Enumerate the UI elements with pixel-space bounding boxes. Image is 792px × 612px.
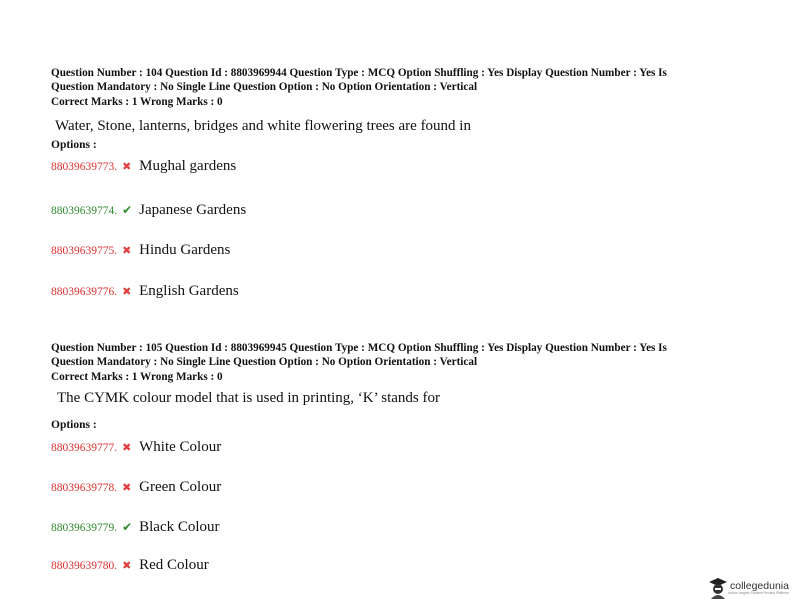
graduate-icon (708, 577, 728, 599)
collegedunia-logo (708, 577, 789, 599)
option-88039639778 (51, 479, 221, 496)
question-105-meta (51, 341, 751, 369)
option-text: Black Colour (139, 519, 220, 535)
option-88039639780 (51, 557, 209, 574)
question-104-marks: Correct Marks : 1 Wrong Marks : 0 (51, 96, 223, 108)
cross-icon: ✖ (122, 559, 132, 572)
option-88039639775 (51, 242, 230, 259)
question-104-meta (51, 66, 751, 94)
option-88039639774 (51, 202, 246, 219)
logo-name: collegedunia (730, 580, 789, 592)
cross-icon: ✖ (122, 285, 132, 298)
question-104-options-label: Options : (51, 139, 97, 151)
cross-icon: ✖ (122, 481, 132, 494)
option-id: 88039639776. (51, 286, 118, 298)
question-105-text: The CYMK colour model that is used in printing, ‘K’ stands for (57, 390, 440, 406)
option-88039639779 (51, 519, 220, 536)
option-text: White Colour (139, 439, 222, 455)
option-88039639776 (51, 283, 239, 300)
option-id: 88039639780. (51, 560, 118, 572)
logo-tagline: India's largest Student Review Platform (728, 591, 789, 595)
option-text: Japanese Gardens (139, 202, 247, 218)
option-text: Red Colour (139, 557, 209, 573)
option-id: 88039639775. (51, 245, 118, 257)
meta-line-1: Question Number : 105 Question Id : 8803969945 Question Type : MCQ Option Shuffling : Yes Display Question Number : Yes Is (51, 342, 667, 354)
cross-icon: ✖ (122, 441, 132, 454)
check-icon: ✔ (122, 203, 133, 217)
check-icon: ✔ (122, 520, 133, 534)
cross-icon: ✖ (122, 160, 132, 173)
cross-icon: ✖ (122, 244, 132, 257)
option-text: Hindu Gardens (139, 242, 231, 258)
option-id: 88039639777. (51, 442, 118, 454)
question-105-marks: Correct Marks : 1 Wrong Marks : 0 (51, 371, 223, 383)
option-id: 88039639778. (51, 482, 118, 494)
meta-line-2: Question Mandatory : No Single Line Question Option : No Option Orientation : Vertical (51, 356, 478, 368)
option-text: English Gardens (139, 283, 239, 299)
option-id: 88039639774. (51, 205, 118, 217)
option-text: Green Colour (139, 479, 222, 495)
option-id: 88039639773. (51, 161, 118, 173)
option-88039639773 (51, 158, 236, 175)
meta-line-2: Question Mandatory : No Single Line Question Option : No Option Orientation : Vertical (51, 81, 478, 93)
option-id: 88039639779. (51, 522, 118, 534)
question-105-options-label: Options : (51, 419, 97, 431)
meta-line-1: Question Number : 104 Question Id : 8803969944 Question Type : MCQ Option Shuffling : Yes Display Question Number : Yes Is (51, 67, 667, 79)
option-88039639777 (51, 439, 221, 456)
option-text: Mughal gardens (139, 158, 237, 174)
question-104-text: Water, Stone, lanterns, bridges and white flowering trees are found in (55, 118, 471, 134)
